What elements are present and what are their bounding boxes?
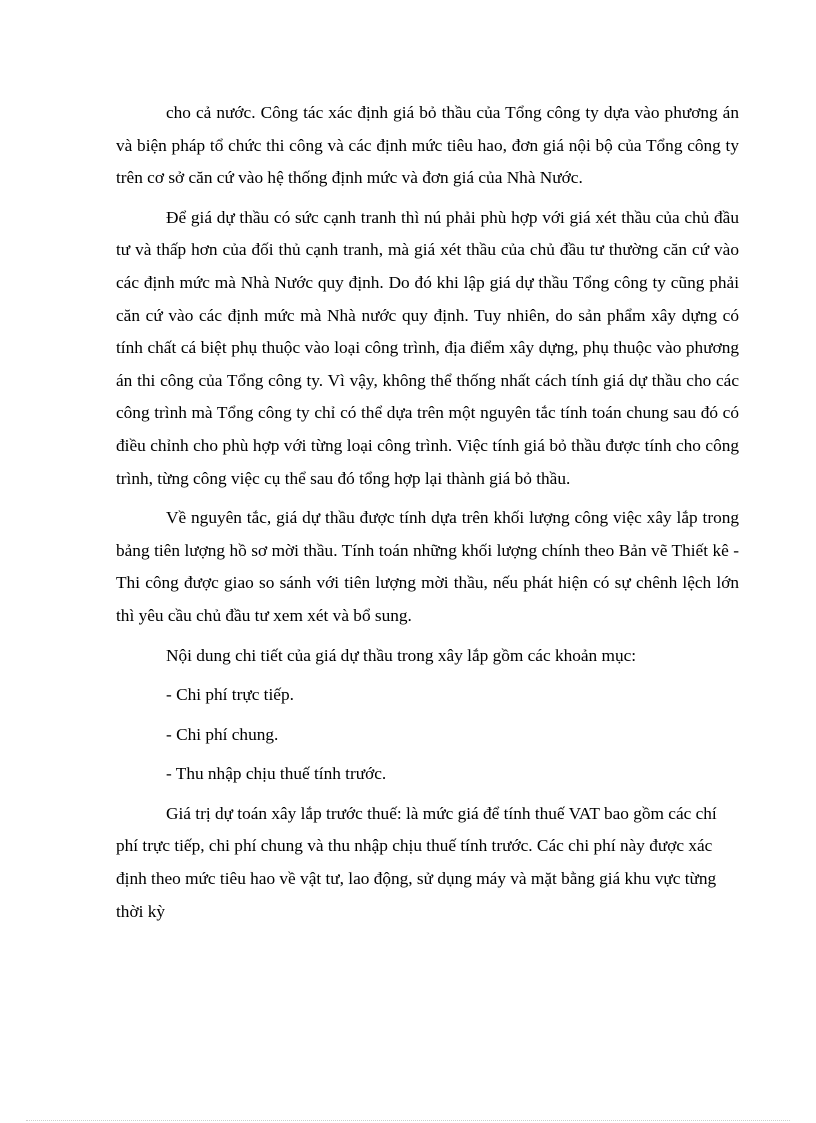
list-item-taxable-income: - Thu nhập chịu thuế tính trước. (166, 764, 387, 784)
list-item-direct-cost: - Chi phí trực tiếp. (166, 685, 294, 705)
paragraph-4: Giá trị dự toán xây lắp trước thuế: là mức giá để tính thuế VAT bao gồm các chí phí trực tiếp, chi phí chung và thu nhập chịu thuế tính trước. Các chi phí này được xác định theo mức tiêu hao về vật tư, lao động, sử dụng máy và mặt bằng giá khu vực từng thời kỳ (116, 803, 717, 921)
paragraph-2: Để giá dự thầu có sức cạnh tranh thì nú phải phù hợp với giá xét thầu của chủ đầu tư và thấp hơn của đối thủ cạnh tranh, mà giá xét thầu của chủ đầu tư thường căn cứ vào các định mức mà Nhà Nước quy định. Do đó khi lập giá dự thầu Tổng công ty cũng phải căn cứ vào các định mức mà Nhà nước quy định. Tuy nhiên, do sản phẩm xây dựng có tính chất cá biệt phụ thuộc vào loại công trình, địa điểm xây dựng, phụ thuộc vào phương án thi công của Tổng công ty. Vì vậy, không thể thống nhất cách tính giá dự thầu cho các công trình mà Tổng công ty chỉ có thể dựa trên một nguyên tắc tính toán chung sau đó có điều chỉnh cho phù hợp với từng loại công trình. Việc tính giá bỏ thầu được tính cho công trình, từng công việc cụ thể sau đó tổng hợp lại thành giá bỏ thầu. (116, 207, 739, 488)
page-bottom-divider (26, 1120, 790, 1121)
paragraph-1: cho cả nước. Công tác xác định giá bỏ thầu của Tổng công ty dựa vào phương án và biện pháp tổ chức thi công và các định mức tiêu hao, đơn giá nội bộ của Tổng công ty trên cơ sở căn cứ vào hệ thống định mức và đơn giá của Nhà Nước. (116, 103, 739, 188)
list-intro: Nội dung chi tiết của giá dự thầu trong xây lắp gồm các khoản mục: (166, 645, 637, 665)
paragraph-3: Về nguyên tắc, giá dự thầu được tính dựa trên khối lượng công việc xây lắp trong bảng tiên lượng hồ sơ mời thầu. Tính toán những khối lượng chính theo Bản vẽ Thiết kê - Thi công được giao so sánh với tiên lượng mời thầu, nếu phát hiện có sự chênh lệch lớn thì yêu cầu chủ đầu tư xem xét và bổ sung. (116, 508, 739, 625)
document-body (116, 97, 739, 928)
list-item-general-cost: - Chi phí chung. (166, 724, 279, 744)
